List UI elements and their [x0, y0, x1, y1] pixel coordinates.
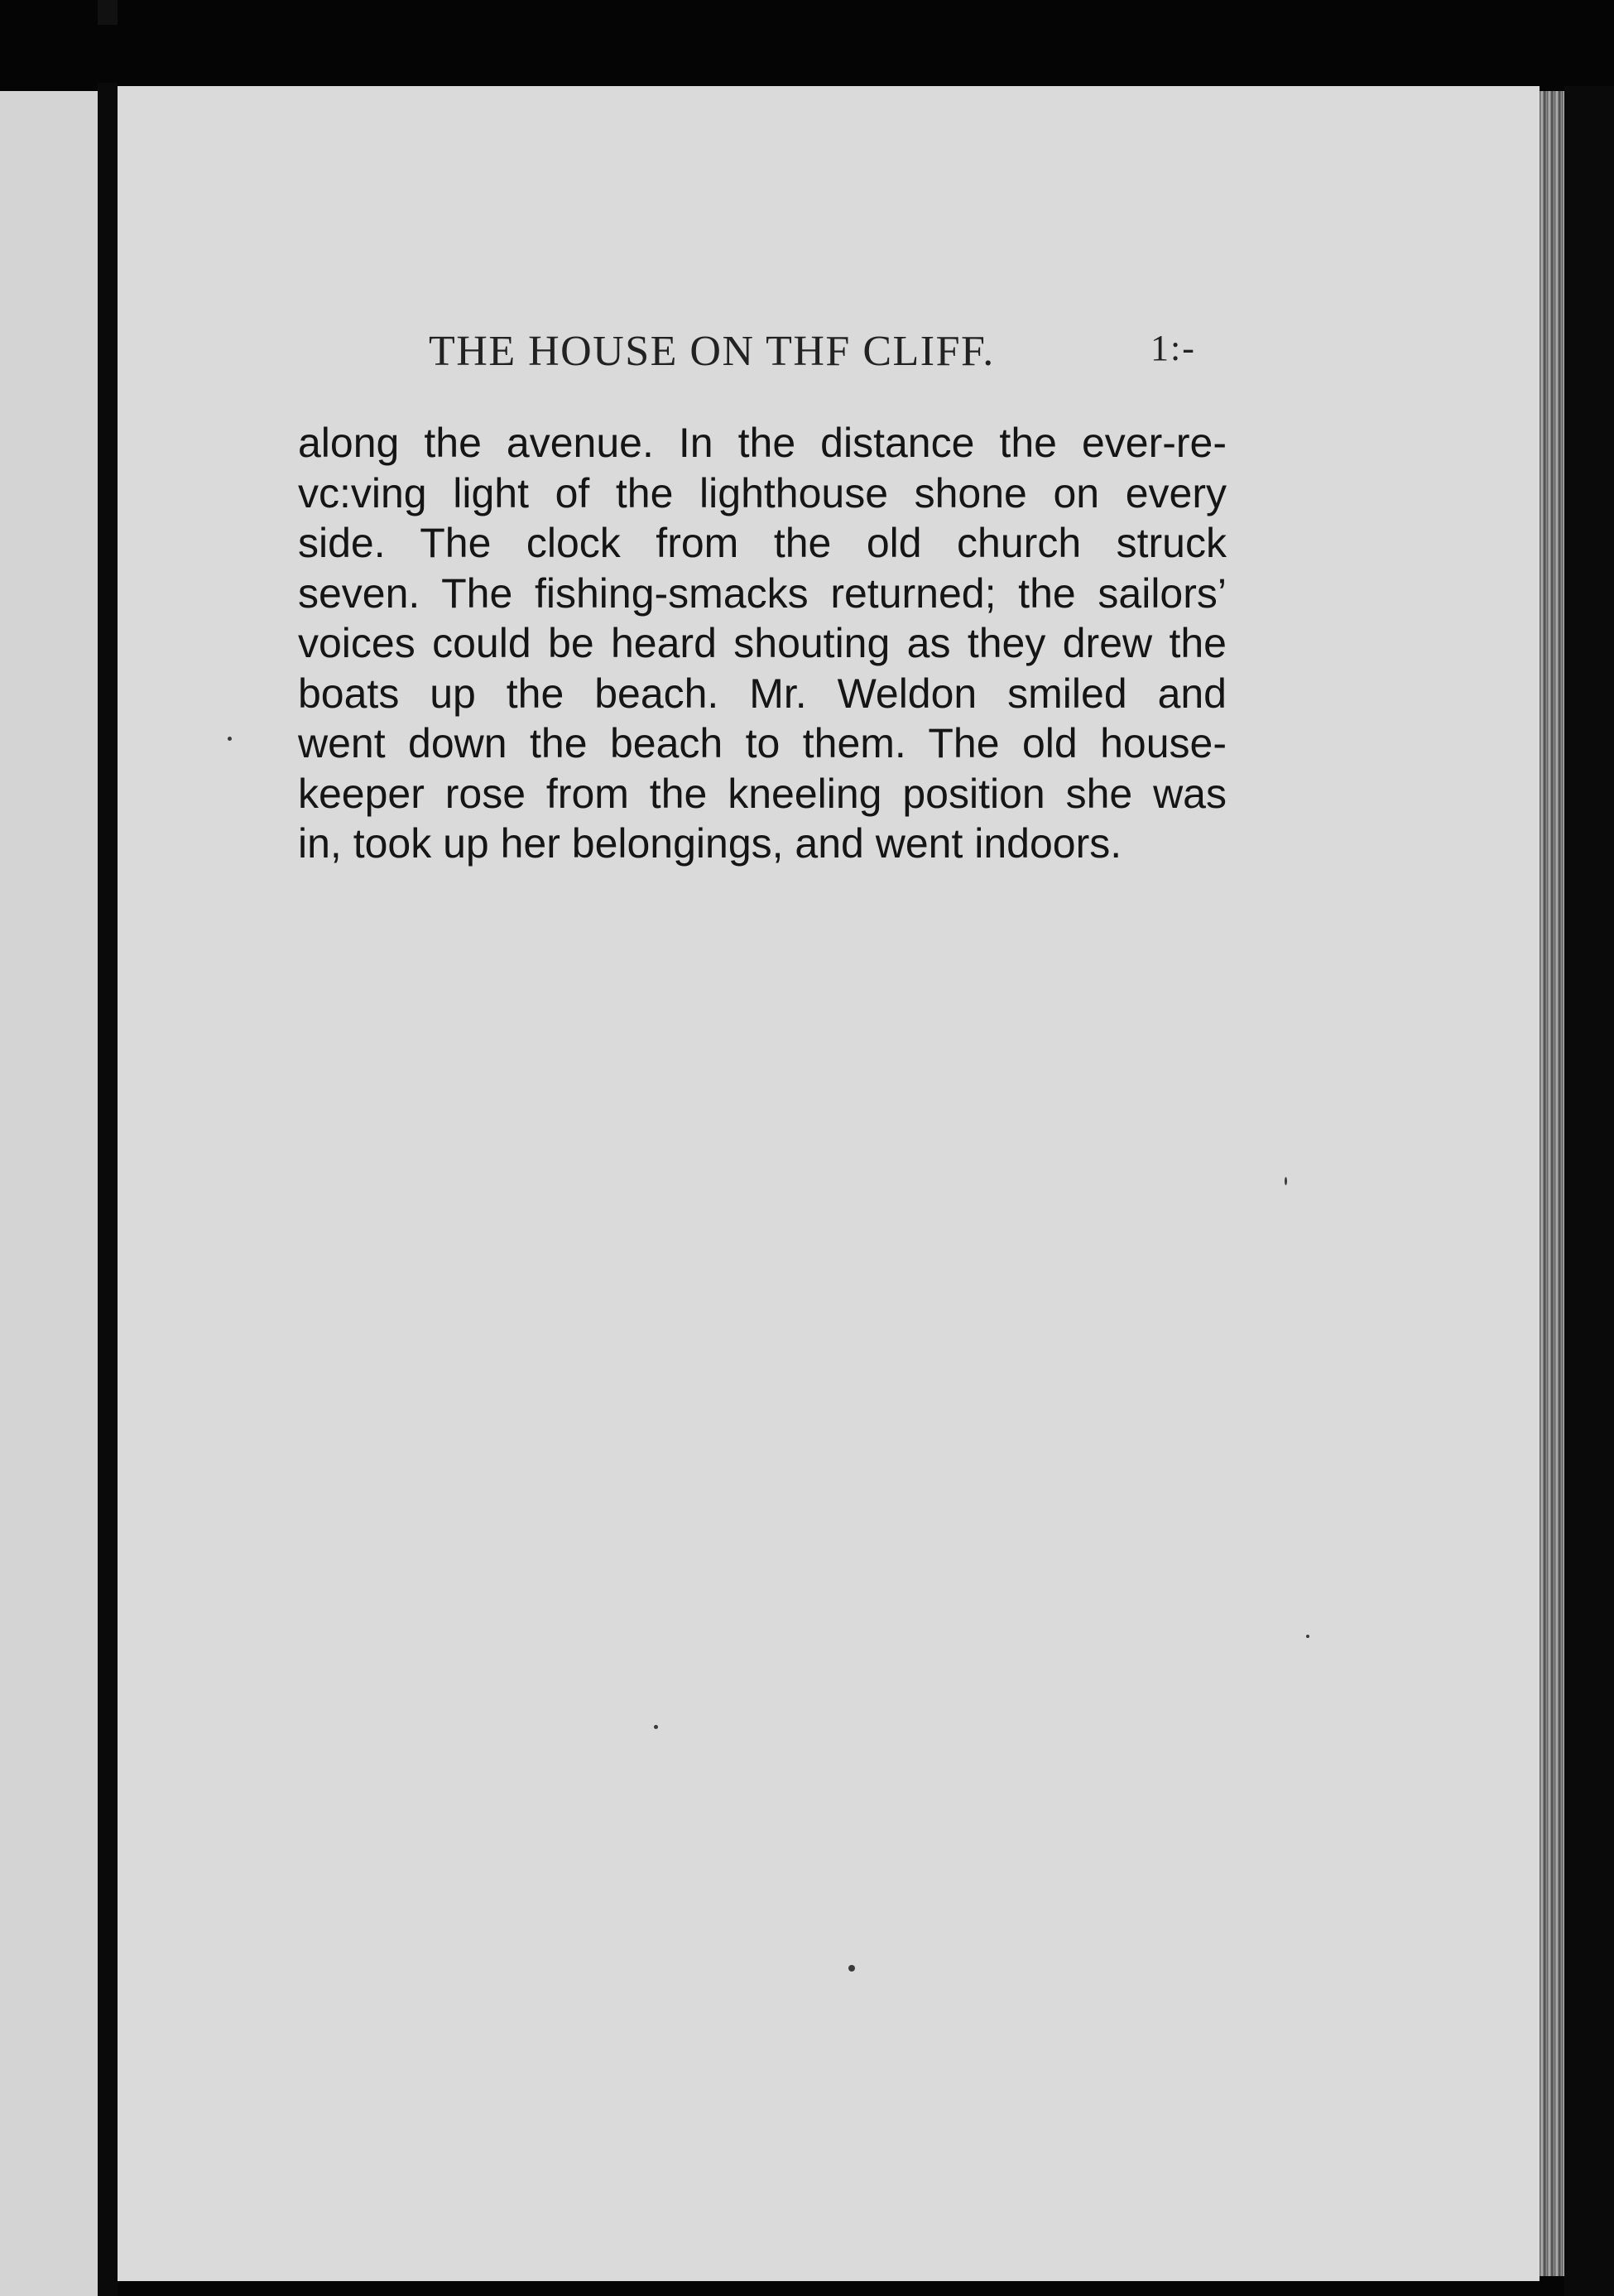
text-line: in, took up her belongings, and went indoors.: [298, 820, 1122, 867]
text-line: side. The clock from the old church struck: [298, 520, 1227, 566]
facing-page-edge: [0, 91, 98, 2296]
page-number: 1:-: [1150, 328, 1196, 368]
text-line: keeper rose from the kneeling position she was: [298, 770, 1227, 817]
running-head: THE HOUSE ON THF CLIFF.: [429, 328, 995, 375]
body-paragraph: [298, 418, 1227, 869]
ink-speck: [1285, 1177, 1287, 1185]
text-line: seven. The fishing-smacks returned; the sailors’: [298, 569, 1227, 617]
ink-speck: [228, 737, 232, 741]
text-line: vc:ving light of the lighthouse shone on every: [298, 469, 1227, 516]
text-line: along the avenue. In the distance the ever-re-: [298, 420, 1227, 466]
scan-border-right: [1564, 86, 1614, 2296]
book-page: [118, 86, 1540, 2281]
ink-speck: [654, 1725, 658, 1729]
text-line: boats up the beach. Mr. Weldon smiled and: [298, 670, 1227, 717]
ink-speck: [1306, 1635, 1309, 1638]
ink-speck: [848, 1965, 855, 1972]
page-stack-edge: [1540, 91, 1564, 2276]
book-gutter: [98, 83, 118, 2296]
scan-artifact: [98, 0, 118, 25]
text-line: voices could be heard shouting as they drew the: [298, 620, 1227, 666]
text-line: went down the beach to them. The old house-: [298, 720, 1227, 766]
